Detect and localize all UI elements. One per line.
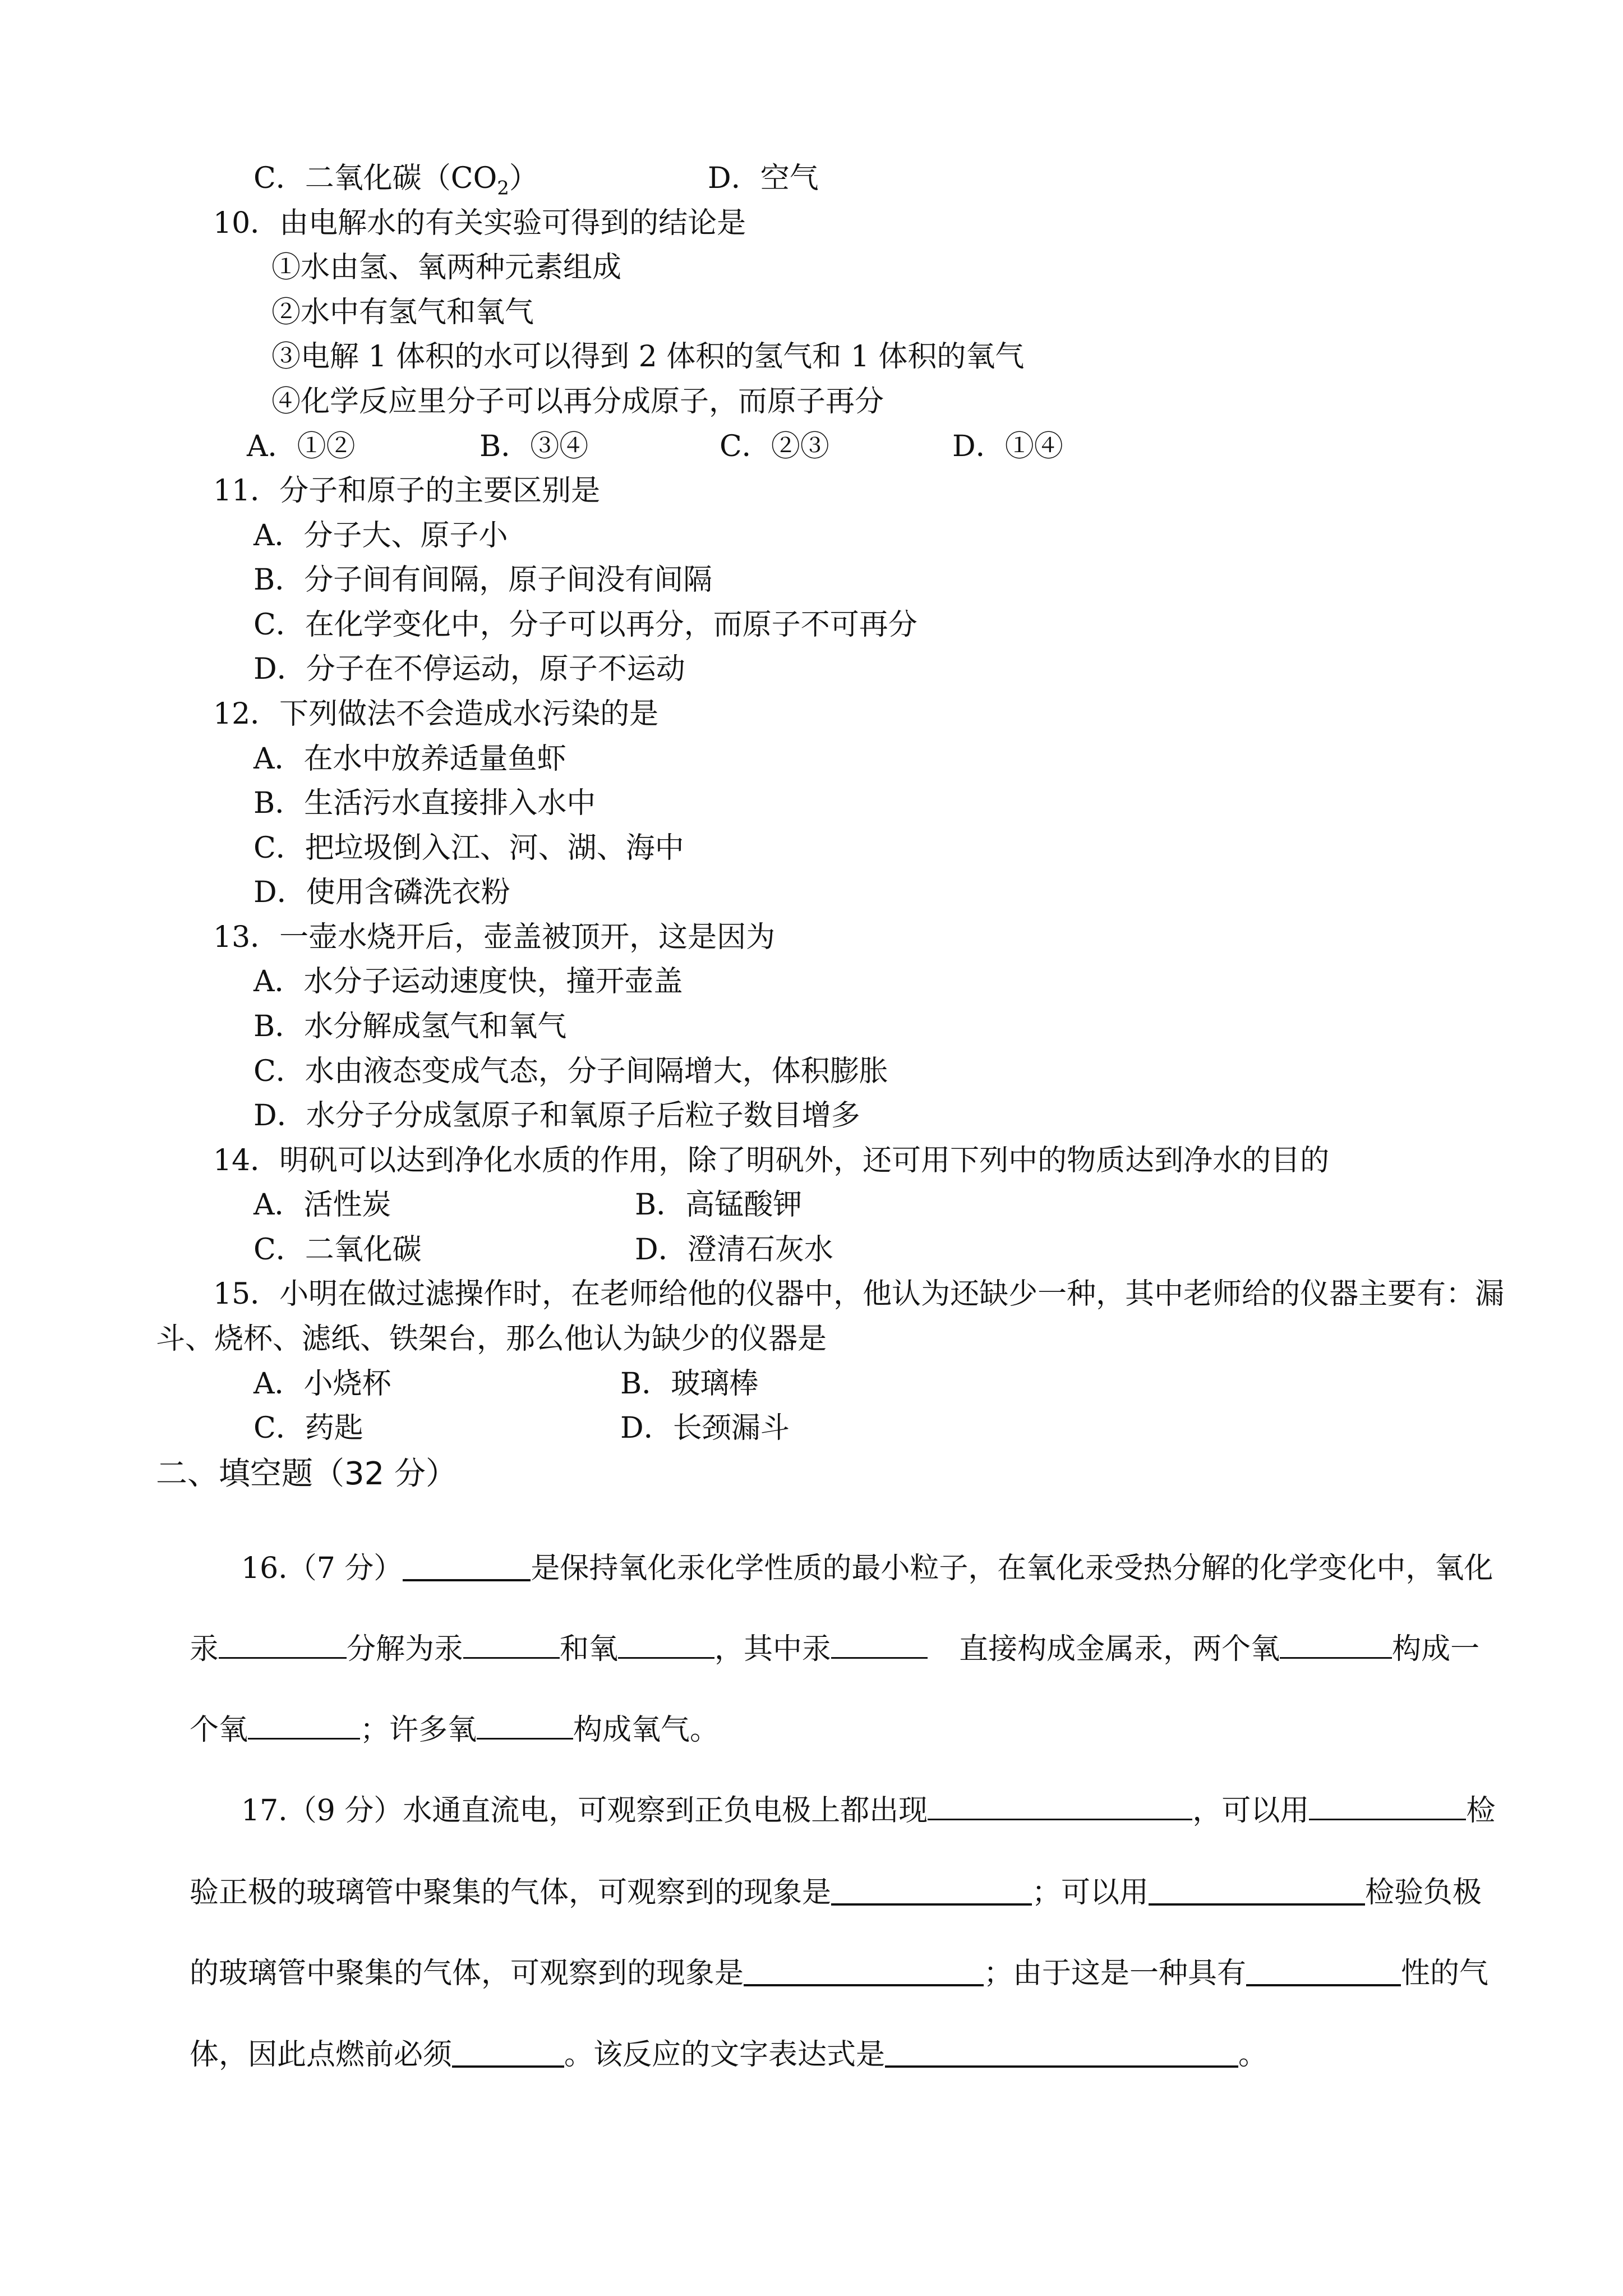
answer-blank[interactable] — [885, 2037, 1238, 2068]
answer-blank[interactable] — [744, 1956, 984, 1986]
answer-blank[interactable] — [1149, 1875, 1365, 1906]
answer-blank[interactable] — [477, 1713, 573, 1740]
answer-blank[interactable] — [1246, 1956, 1401, 1986]
q11-option-a: A．分子大、原子小 — [253, 519, 508, 553]
q10-option-c: C．②③ — [720, 430, 829, 463]
answer-blank[interactable] — [463, 1632, 560, 1659]
q11-option-c: C．在化学变化中，分子可以再分，而原子不可再分 — [253, 608, 917, 642]
q10-option-b: B．③④ — [479, 430, 589, 463]
q14-stem: 14．明矾可以达到净化水质的作用，除了明矾外，还可用下列中的物质达到净水的目的 — [213, 1144, 1330, 1177]
q12-option-c: C．把垃圾倒入江、河、湖、海中 — [253, 831, 684, 865]
q15-stem-line2: 斗、烧杯、滤纸、铁架台，那么他认为缺少的仪器是 — [156, 1322, 827, 1356]
q13-option-b: B．水分解成氢气和氧气 — [253, 1010, 567, 1043]
q15-option-c: C．药匙 — [253, 1411, 363, 1445]
q9-option-d: D．空气 — [708, 162, 819, 195]
answer-blank[interactable] — [219, 1632, 347, 1659]
q15-option-a: A．小烧杯 — [253, 1367, 391, 1401]
answer-blank[interactable] — [928, 1794, 1192, 1820]
q9-option-c: C．二氧化碳$(CO_2)$ — [253, 162, 538, 200]
answer-blank[interactable] — [618, 1632, 714, 1659]
answer-blank[interactable] — [452, 2037, 564, 2068]
q13-option-d: D．水分子分成氢原子和氧原子后粒子数目增多 — [253, 1099, 860, 1133]
q10-statement-4: ④化学反应里分子可以再分成原子，而原子再分 — [271, 385, 884, 418]
q15-stem-line1: 15．小明在做过滤操作时，在老师给他的仪器中，他认为还缺少一种，其中老师给的仪器主要有：漏 — [213, 1277, 1505, 1311]
q10-stem: 10．由电解水的有关实验可得到的结论是 — [213, 206, 746, 240]
q13-stem: 13．一壶水烧开后，壶盖被顶开，这是因为 — [213, 921, 776, 954]
q12-option-b: B．生活污水直接排入水中 — [253, 786, 596, 820]
q12-stem: 12．下列做法不会造成水污染的是 — [213, 697, 659, 731]
q15-option-d: D．长颈漏斗 — [620, 1411, 790, 1445]
q10-statement-2: ②水中有氢气和氧气 — [271, 296, 534, 329]
q15-option-b: B．玻璃棒 — [620, 1367, 759, 1401]
q17-line2: 验正极的玻璃管中聚集的气体，可观察到的现象是 ；可以用 检验负极 — [190, 1876, 1482, 1910]
answer-blank[interactable] — [248, 1713, 360, 1740]
q13-option-c: C．水由液态变成气态，分子间隔增大，体积膨胀 — [253, 1055, 888, 1088]
q11-option-d: D．分子在不停运动，原子不运动 — [253, 652, 685, 686]
q14-option-a: A．活性炭 — [253, 1188, 391, 1222]
q12-option-d: D．使用含磷洗衣粉 — [253, 876, 510, 909]
answer-blank[interactable] — [831, 1632, 928, 1659]
section-2-heading: 二、填空题（32 分） — [156, 1456, 458, 1492]
q17-line4: 体，因此点燃前必须 。该反应的文字表达式是 。 — [190, 2038, 1268, 2072]
q12-option-a: A．在水中放养适量鱼虾 — [253, 742, 566, 776]
q10-option-a: A．①② — [247, 430, 356, 463]
q16-line3: 个氧 ；许多氧 构成氧气。 — [190, 1713, 720, 1747]
q17-line3: 的玻璃管中聚集的气体，可观察到的现象是 ；由于这是一种具有 性的气 — [190, 1957, 1489, 1990]
q16-line2: 汞 分解为汞 和氧 ，其中汞 直接构成金属汞，两个氧 构成一 — [190, 1632, 1480, 1666]
q16-line1: 16.（7 分） 是保持氧化汞化学性质的最小粒子，在氧化汞受热分解的化学变化中，氧化 — [241, 1552, 1493, 1585]
q14-option-c: C．二氧化碳 — [253, 1233, 422, 1267]
q10-statement-1: ①水由氢、氧两种元素组成 — [271, 251, 622, 284]
q17-line1: 17.（9 分）水通直流电，可观察到正负电极上都出现 ，可以用 检 — [241, 1794, 1496, 1828]
q13-option-a: A．水分子运动速度快，撞开壶盖 — [253, 965, 683, 999]
q14-option-d: D．澄清石灰水 — [635, 1233, 833, 1267]
answer-blank[interactable] — [1280, 1632, 1392, 1659]
q11-stem: 11．分子和原子的主要区别是 — [213, 474, 601, 508]
answer-blank[interactable] — [1309, 1794, 1466, 1820]
q11-option-b: B．分子间有间隔，原子间没有间隔 — [253, 563, 713, 597]
answer-blank[interactable] — [831, 1875, 1032, 1906]
q10-option-d: D．①④ — [952, 430, 1063, 463]
q14-option-b: B．高锰酸钾 — [635, 1188, 803, 1222]
q10-statement-3: ③电解 1 体积的水可以得到 2 体积的氢气和 1 体积的氧气 — [271, 340, 1025, 374]
answer-blank[interactable] — [403, 1551, 531, 1581]
